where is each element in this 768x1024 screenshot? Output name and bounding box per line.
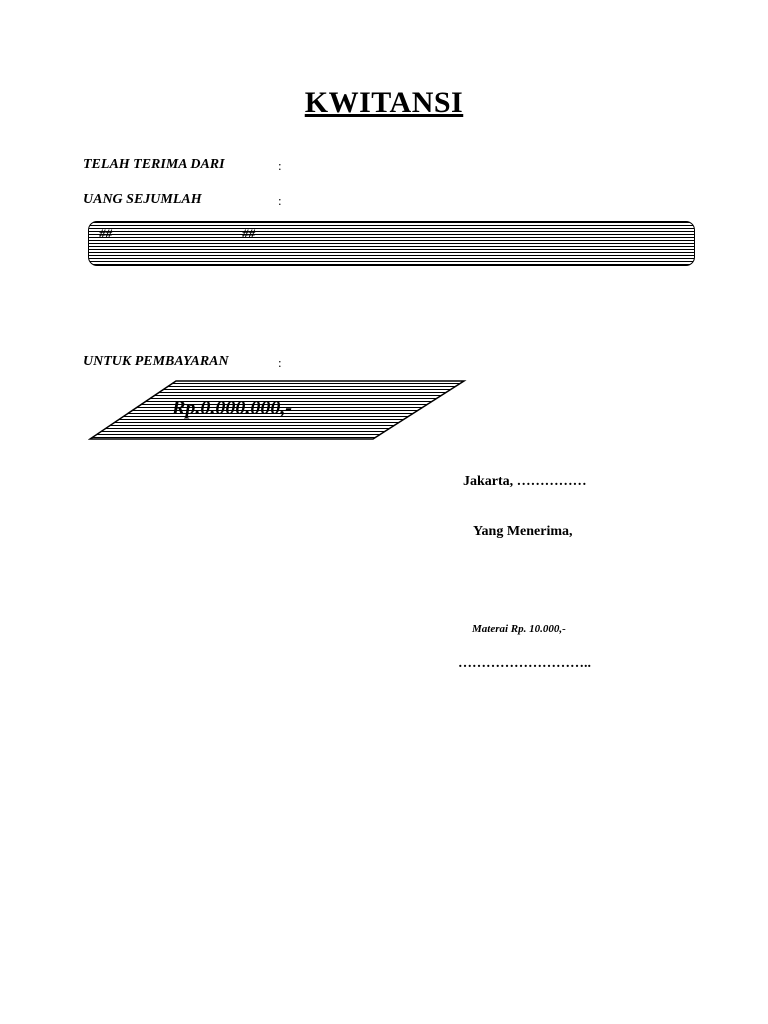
- signature-line: ………………………..: [458, 656, 591, 671]
- receiver-label: Yang Menerima,: [473, 524, 573, 539]
- received-from-colon: :: [278, 158, 282, 173]
- amount-words-label: UANG SEJUMLAH: [83, 192, 202, 207]
- amount-words-colon: :: [278, 193, 282, 208]
- payment-for-colon: :: [278, 355, 282, 370]
- document-title: KWITANSI: [304, 86, 464, 119]
- amount-words-right-marker: ##: [242, 226, 255, 241]
- amount-words-box: [88, 221, 695, 266]
- received-from-label: TELAH TERIMA DARI: [83, 157, 225, 172]
- stamp-duty-note: Materai Rp. 10.000,-: [472, 623, 566, 635]
- amount-value: Rp.0.000.000,-: [172, 397, 292, 419]
- amount-words-left-marker: ##: [99, 226, 112, 241]
- place-date: Jakarta, ……………: [463, 474, 587, 489]
- payment-for-label: UNTUK PEMBAYARAN: [83, 354, 229, 369]
